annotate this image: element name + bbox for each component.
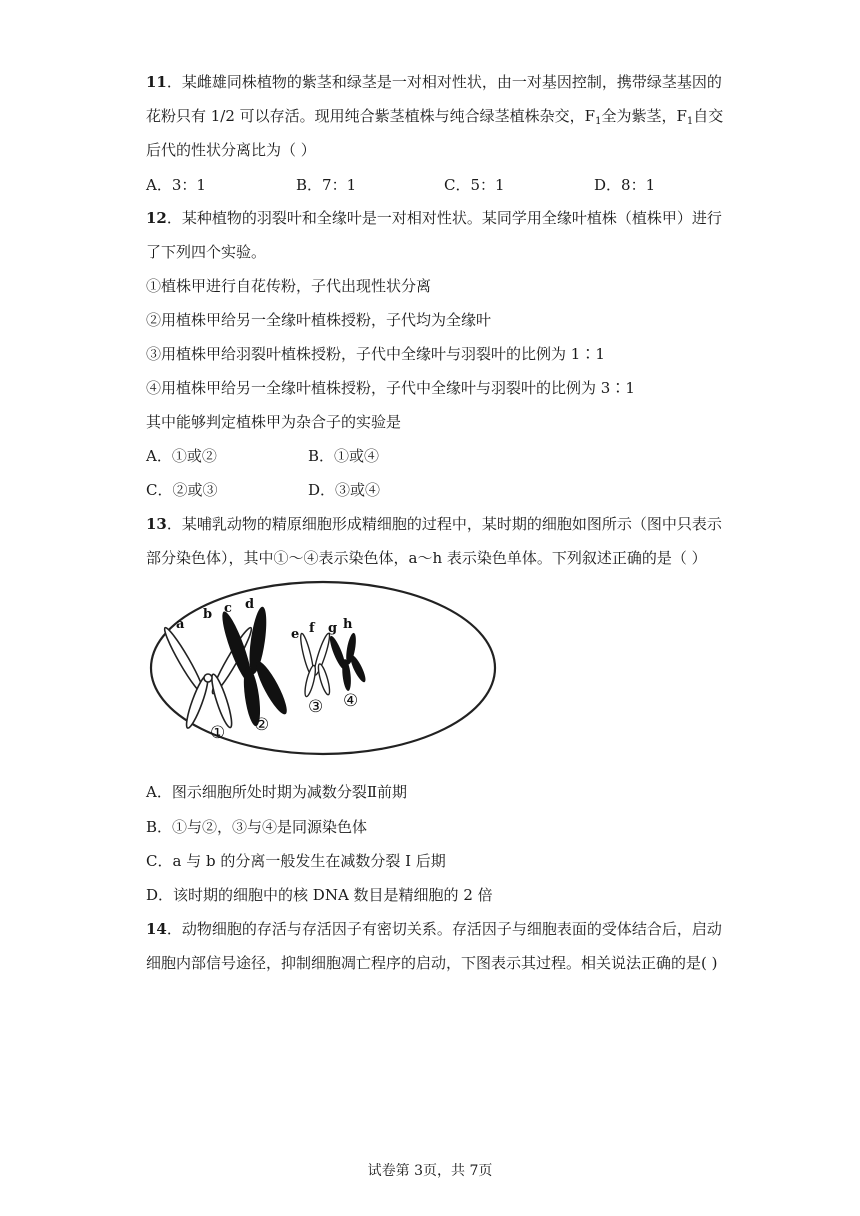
chromosome-3 xyxy=(298,632,332,697)
q11-line2: 花粉只有 1/2 可以存活。现用纯合紫茎植株与纯合绿茎植株杂交，$F_1$全为紫茎，$F_1$自交 xyxy=(146,107,724,127)
q13-line2: 部分染色体），其中①～④表示染色体，a～h 表示染色单体。下列叙述正确的是（ ） xyxy=(146,549,707,567)
chromatid-label-c: c xyxy=(224,601,232,616)
q11-option-b[interactable]: B．7：1 xyxy=(296,176,357,194)
q12-option-c[interactable]: C．②或③ xyxy=(146,481,218,499)
chromosome-label-3: ③ xyxy=(308,697,324,717)
chromatid-label-h: h xyxy=(343,617,353,632)
q12-number: 12 xyxy=(146,209,167,227)
q12-option-b[interactable]: B．①或④ xyxy=(308,447,380,465)
page-footer: 试卷第 3页，共 7页 xyxy=(367,1163,493,1179)
q14-line1: 14．动物细胞的存活与存活因子有密切关系。存活因子与细胞表面的受体结合后，启动 xyxy=(146,920,722,938)
q12-exp1: ①植株甲进行自花传粉，子代出现性状分离 xyxy=(146,277,432,295)
q11-option-c[interactable]: C．5：1 xyxy=(444,176,505,194)
q12-option-d[interactable]: D．③或④ xyxy=(308,481,381,499)
chromatid-label-e: e xyxy=(291,627,300,642)
chromatid-label-g: g xyxy=(328,621,338,636)
q13-line1: 13．某哺乳动物的精原细胞形成精细胞的过程中，某时期的细胞如图所示（图中只表示 xyxy=(146,515,722,533)
q12-exp2: ②用植株甲给另一全缘叶植株授粉，子代均为全缘叶 xyxy=(146,311,492,329)
chromatid-label-f: f xyxy=(309,621,315,636)
q12-line2: 了下列四个实验。 xyxy=(146,243,267,261)
chromosome-label-1: ① xyxy=(210,723,226,743)
chromosome-4 xyxy=(327,632,368,691)
chromatid-label-d: d xyxy=(245,597,255,612)
q14-line2: 细胞内部信号途径，抑制细胞凋亡程序的启动，下图表示其过程。相关说法正确的是( ) xyxy=(146,954,718,972)
q13-option-d[interactable]: D．该时期的细胞中的核 DNA 数目是精细胞的 2 倍 xyxy=(146,886,493,904)
q12-option-a[interactable]: A．①或② xyxy=(146,447,217,465)
q12-line1: 12．某种植物的羽裂叶和全缘叶是一对相对性状。某同学用全缘叶植株（植株甲）进行 xyxy=(146,209,722,227)
q11-line3: 后代的性状分离比为（ ） xyxy=(146,141,316,159)
q12-exp4: ④用植株甲给另一全缘叶植株授粉，子代中全缘叶与羽裂叶的比例为 3∶1 xyxy=(146,379,635,397)
q11-option-d[interactable]: D．8：1 xyxy=(594,176,656,194)
chromosome-label-4: ④ xyxy=(343,691,359,711)
q11-line1: 11．某雌雄同株植物的紫茎和绿茎是一对相对性状，由一对基因控制，携带绿茎基因的 xyxy=(146,73,722,91)
q14-number: 14 xyxy=(146,920,167,938)
q13-option-a[interactable]: A．图示细胞所处时期为减数分裂Ⅱ前期 xyxy=(146,783,408,801)
q13-option-b[interactable]: B．①与②，③与④是同源染色体 xyxy=(146,818,368,836)
chromatid-label-a: a xyxy=(176,617,185,632)
chromatid-label-b: b xyxy=(203,607,213,622)
chromosome-label-2: ② xyxy=(254,715,270,735)
q12-stem: 其中能够判定植株甲为杂合子的实验是 xyxy=(146,413,402,431)
chromosome-figure xyxy=(148,578,498,758)
q12-exp3: ③用植株甲给羽裂叶植株授粉，子代中全缘叶与羽裂叶的比例为 1∶1 xyxy=(146,345,605,363)
q11-number: 11 xyxy=(146,73,167,91)
q13-option-c[interactable]: C．a 与 b 的分离一般发生在减数分裂 I 后期 xyxy=(146,852,446,870)
q13-number: 13 xyxy=(146,515,167,533)
q11-option-a[interactable]: A．3：1 xyxy=(146,176,206,194)
